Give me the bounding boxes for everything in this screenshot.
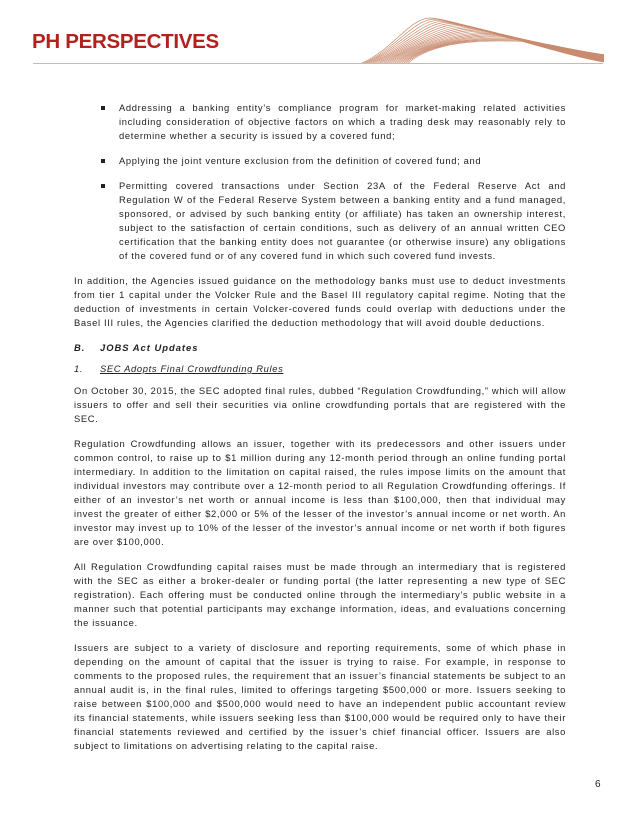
brand-title: PH PERSPECTIVES bbox=[32, 30, 219, 53]
bullet-text: Permitting covered transactions under Section 23A of the Federal Reserve Act and Regulation W of the Federal Reserve System between a banking entity and a fund managed, sponsored, or advised by such banking entity (or affiliate) has taken an ownership interest, subject to the satisfaction of certain conditions, such as delivery of an annual written CEO certification that the banking entity does not guarantee (or otherwise insure) any obligations of the covered fund or of any covered fund in which such covered fund invests. bbox=[119, 180, 566, 261]
body-paragraph: All Regulation Crowdfunding capital raises must be made through an intermediary that is registered with the SEC as either a broker-dealer or funding portal (the latter representing a new type of SEC registration). Each offering must be conducted online through the intermediary’s public website in a manner such that potential participants may exchange information, ideas, and evaluations concerning the issuance. bbox=[74, 561, 566, 628]
list-item bbox=[101, 179, 566, 263]
list-item bbox=[101, 154, 566, 168]
body-paragraph: On October 30, 2015, the SEC adopted final rules, dubbed “Regulation Crowdfunding,” which will allow issuers to offer and sell their securities via online crowdfunding portals that are registered with the SEC. bbox=[74, 385, 566, 424]
document-body bbox=[74, 101, 566, 764]
bullet-icon bbox=[101, 159, 105, 163]
subsection-number: 1. bbox=[74, 363, 84, 374]
page-header bbox=[0, 0, 640, 80]
subsection-title: SEC Adopts Final Crowdfunding Rules bbox=[100, 363, 284, 374]
wave-line bbox=[369, 21, 604, 63]
bullet-icon bbox=[101, 106, 105, 110]
list-item bbox=[101, 101, 566, 143]
section-letter: B. bbox=[74, 342, 86, 353]
intro-paragraph: In addition, the Agencies issued guidance on the methodology banks must use to deduct investments from tier 1 capital under the Volcker Rule and the Basel III regulatory capital regime. Noting that the deduction of investments in certain Volcker-covered funds could overlap with deductions under the Basel III rules, the Agencies clarified the deduction methodology that will avoid double deductions. bbox=[74, 275, 566, 328]
bullet-text: Applying the joint venture exclusion from the definition of covered fund; and bbox=[119, 155, 482, 166]
decorative-waves-graphic bbox=[360, 14, 606, 66]
page-number: 6 bbox=[595, 779, 601, 790]
section-heading bbox=[74, 341, 566, 355]
bullet-list bbox=[101, 101, 566, 263]
body-paragraph: Issuers are subject to a variety of disclosure and reporting requirements, some of which phase in depending on the amount of capital that the issuer is trying to raise. For example, in response to comments to the proposed rules, the requirement that an issuer’s financial statements be subject to an annual audit is, in the final rules, limited to offerings targeting $500,000 or more. Issuers seeking to raise between $100,000 and $500,000 would need to have an independent public accountant review its financial statements, while issuers seeking less than $100,000 would be required only to have their financial statements reviewed and certified by the issuer’s chief financial officer. Issuers are also subject to limitations on advertising relating to the capital raise. bbox=[74, 642, 566, 751]
header-rule bbox=[33, 63, 603, 64]
bullet-text: Addressing a banking entity’s compliance program for market-making related activities including consideration of objective factors on which a trading desk may reasonably rely to determine whether a security is issued by a covered fund; bbox=[119, 102, 566, 141]
section-title: JOBS Act Updates bbox=[100, 342, 199, 353]
subsection-heading bbox=[74, 362, 566, 376]
bullet-icon bbox=[101, 184, 105, 188]
body-paragraph: Regulation Crowdfunding allows an issuer, together with its predecessors and other issuers under common control, to raise up to $1 million during any 12-month period through an online funding portal intermediary. In addition to the limitation on capital raised, the rules impose limits on the amount that individual investors may contribute over a 12-month period to all Regulation Crowdfunding offerings. If either of an investor’s net worth or annual income is less than $100,000, then that individual may invest the greater of either $2,000 or 5% of the lesser of the investor’s annual income or net worth. An investor may invest up to 10% of the lesser of the investor’s annual income or net worth if both figures are over $100,000. bbox=[74, 438, 566, 547]
